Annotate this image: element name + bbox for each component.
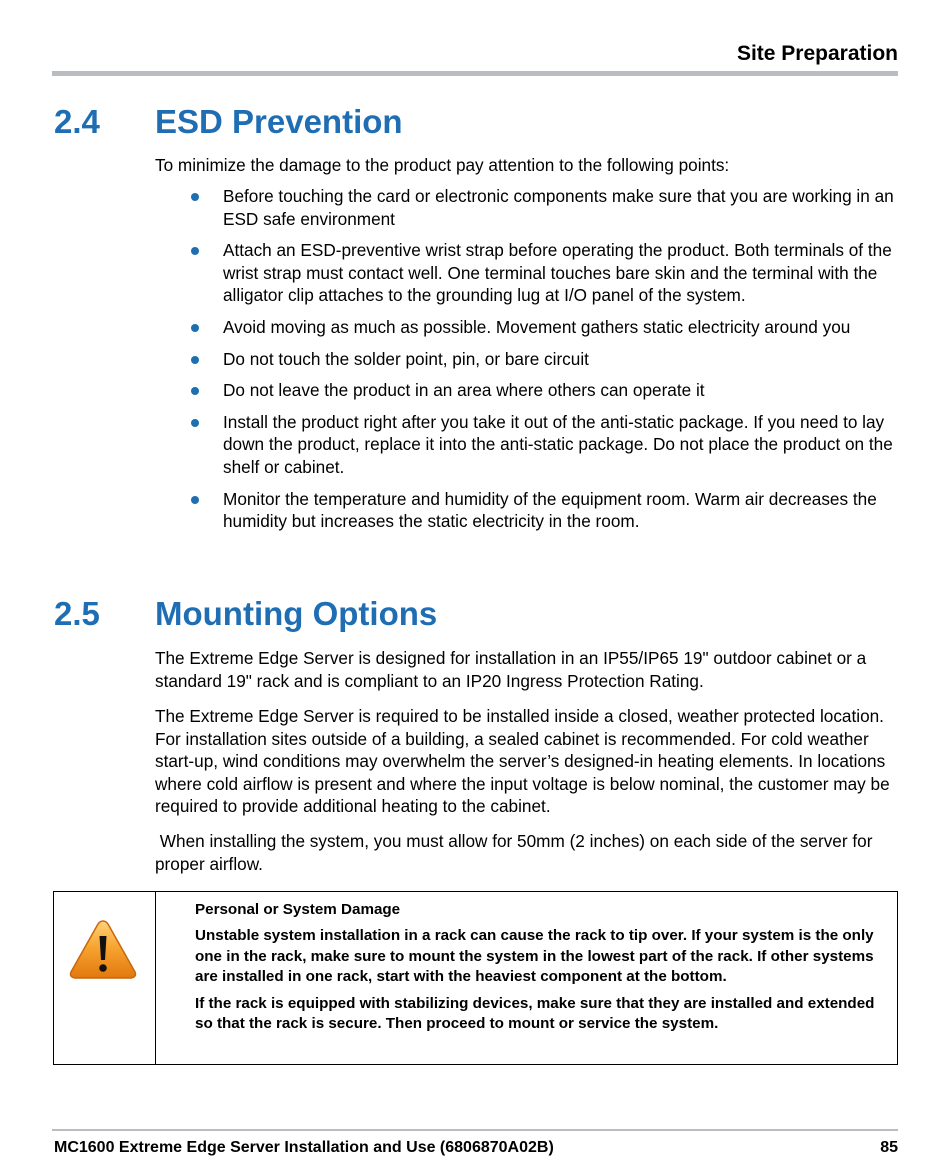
- footer-rule: [52, 1129, 898, 1131]
- warning-paragraph-1: Unstable system installation in a rack can cause the rack to tip over. If your system is the only one in the rack, make sure to mount the system in the lowest part of the rack. If other systems are installed in one rack, start with the heaviest component at the bottom.: [195, 927, 874, 986]
- bullet-dot-icon: [191, 496, 199, 504]
- section-2-5-title: Mounting Options: [155, 595, 438, 632]
- warning-divider: [155, 892, 156, 1064]
- mounting-paragraph-2: The Extreme Edge Server is required to be installed inside a closed, weather protected location. For installation sites outside of a building, a sealed cabinet is recommended. For cold weather start-up, wind conditions may overwhelm the server’s designed-in heating elements. In locations where cold airflow is present and where the input voltage is below nominal, the customer may be required to provide additional heating to the cabinet.: [155, 706, 890, 817]
- section-2-4-number: 2.4: [54, 103, 100, 140]
- warning-box: [53, 891, 898, 1065]
- list-item: Attach an ESD-preventive wrist strap before operating the product. Both terminals of the wrist strap must contact well. One terminal touches bare skin and the terminal with the alligator clip attaches to the grounding lug at I/O panel of the system.: [155, 239, 900, 307]
- esd-bullet-list: [155, 185, 900, 542]
- list-item: Install the product right after you take it out of the anti-static package. If you need to lay down the product, replace it into the anti-static package. Do not place the product on the shelf or cabinet.: [155, 411, 900, 479]
- warning-triangle-icon: [68, 918, 138, 980]
- warning-paragraph-2: If the rack is equipped with stabilizing devices, make sure that they are installed and extended so that the rack is secure. Then proceed to mount or service the system.: [195, 994, 875, 1033]
- section-2-5-number: 2.5: [54, 595, 100, 632]
- bullet-dot-icon: [191, 419, 199, 427]
- warning-text: [195, 900, 875, 1040]
- bullet-dot-icon: [191, 324, 199, 332]
- list-item: Monitor the temperature and humidity of the equipment room. Warm air decreases the humidity but increases the static electricity in the room.: [155, 488, 900, 533]
- running-header-title: Site Preparation: [736, 42, 898, 65]
- list-item: Do not leave the product in an area where others can operate it: [155, 379, 900, 402]
- bullet-dot-icon: [191, 387, 199, 395]
- list-item: Avoid moving as much as possible. Movement gathers static electricity around you: [155, 316, 900, 339]
- warning-heading: Personal or System Damage: [195, 901, 401, 918]
- footer-doc-title: MC1600 Extreme Edge Server Installation and Use (6806870A02B): [54, 1139, 554, 1156]
- header-rule: [52, 71, 898, 76]
- mounting-paragraph-3: When installing the system, you must allow for 50mm (2 inches) on each side of the server for proper airflow.: [155, 831, 878, 874]
- list-item: Before touching the card or electronic components make sure that you are working in an ESD safe environment: [155, 185, 900, 230]
- bullet-dot-icon: [191, 356, 199, 364]
- mounting-paragraph-1: The Extreme Edge Server is designed for installation in an IP55/IP65 19" outdoor cabinet or a standard 19" rack and is compliant to an IP20 Ingress Protection Rating.: [155, 648, 867, 691]
- footer-page-number: 85: [880, 1139, 898, 1156]
- esd-intro: To minimize the damage to the product pay attention to the following points:: [155, 155, 730, 175]
- list-item: Do not touch the solder point, pin, or bare circuit: [155, 348, 900, 371]
- bullet-dot-icon: [191, 193, 199, 201]
- bullet-dot-icon: [191, 247, 199, 255]
- section-2-4-title: ESD Prevention: [155, 103, 403, 140]
